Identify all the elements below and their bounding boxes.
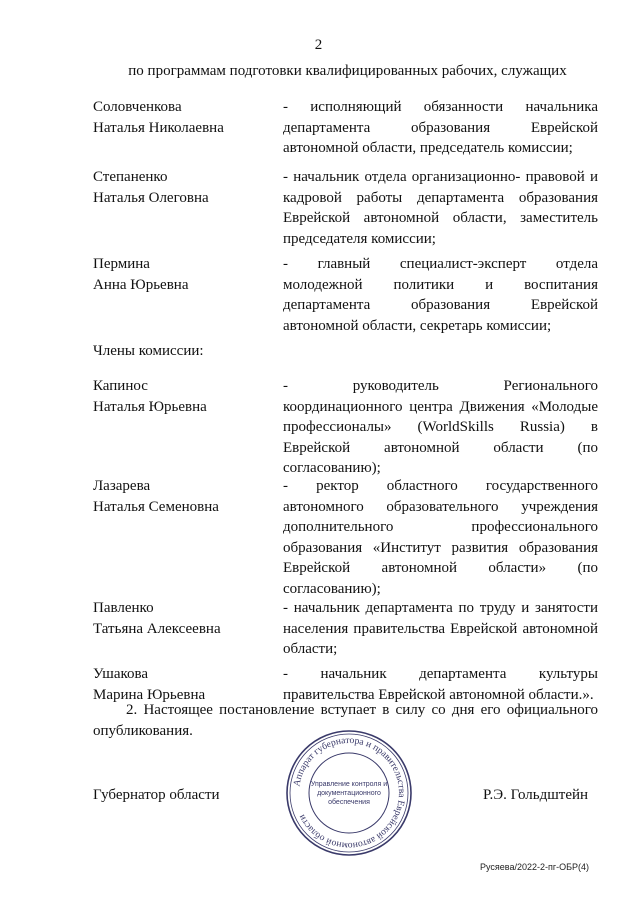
person-name	[93, 254, 273, 295]
person-role: - исполняющий обязанности начальника департамента образования Еврейской автономной области, председатель комиссии;	[283, 99, 598, 156]
person-role: - начальник департамента по труду и занятости населения правительства Еврейской автономной области;	[283, 600, 598, 657]
person-name	[93, 664, 273, 705]
surname: Лазарева	[93, 478, 151, 494]
official-stamp	[284, 728, 414, 858]
surname: Ушакова	[93, 666, 149, 682]
person-role: - начальник отдела организационно- правовой и кадровой работы департамента образования Еврейской автономной области, заместитель председателя комиссии;	[283, 169, 598, 247]
continuation-line: по программам подготовки квалифицированных рабочих, служащих	[128, 63, 567, 79]
footer-code: Русяева/2022-2-пг-ОБР(4)	[480, 862, 590, 872]
person-name	[93, 97, 273, 138]
person-name	[93, 598, 273, 639]
surname: Пермина	[93, 256, 150, 272]
given-names: Наталья Семеновна	[93, 498, 219, 515]
person-role: - начальник департамента культуры правительства Еврейской автономной области.».	[283, 666, 598, 703]
page-number: 2	[314, 37, 323, 53]
surname: Степаненко	[93, 169, 168, 185]
person-role: - ректор областного государственного автономного образовательного учреждения дополнительного профессионального образования «Институт развития образования Еврейской автономной области» (по согласованию);	[283, 478, 598, 597]
given-names: Наталья Юрьевна	[93, 398, 207, 415]
given-names: Анна Юрьевна	[93, 276, 189, 293]
given-names: Марина Юрьевна	[93, 686, 206, 703]
given-names: Наталья Николаевна	[93, 119, 224, 136]
person-role: - руководитель Регионального координационного центра Движения «Молодые профессионалы» (WorldSkills Russia) в Еврейской автономной области (по согласованию);	[283, 378, 598, 476]
person-name	[93, 167, 273, 208]
stamp-center-line: документационного	[317, 790, 381, 797]
closing-paragraph: 2. Настоящее постановление вступает в силу со дня его официального опубликования.	[93, 702, 598, 739]
stamp-ring-text: Аппарат губернатора и правительства Еврейской автономной области	[291, 734, 408, 852]
given-names: Наталья Олеговна	[93, 189, 209, 206]
stamp-center-line: обеспечения	[328, 799, 370, 806]
person-role: - главный специалист-эксперт отдела молодежной политики и воспитания департамента образования Еврейской автономной области, секретарь комиссии;	[283, 256, 598, 334]
stamp-center-line: Управление контроля и	[310, 781, 388, 788]
governor-name: Р.Э. Гольдштейн	[483, 787, 589, 803]
surname: Капинос	[93, 378, 148, 394]
given-names: Татьяна Алексеевна	[93, 620, 221, 637]
governor-title: Губернатор области	[93, 787, 220, 803]
members-heading: Члены комиссии:	[93, 343, 204, 359]
surname: Соловченкова	[93, 99, 182, 115]
person-name	[93, 476, 273, 517]
person-name	[93, 376, 273, 417]
surname: Павленко	[93, 600, 154, 616]
